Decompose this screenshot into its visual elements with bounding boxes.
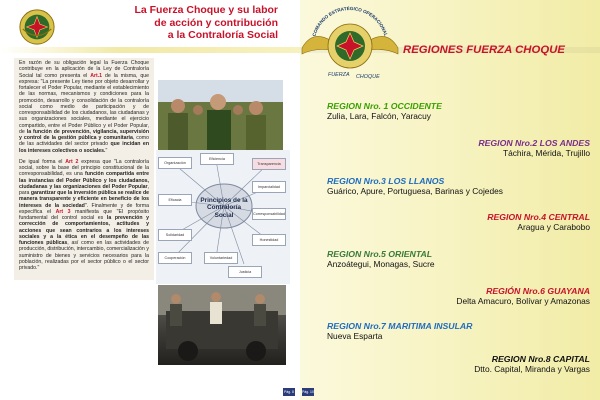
principle-box: Honestidad: [252, 234, 286, 246]
emblem-text-fuerza: FUERZA: [328, 72, 350, 78]
region-item: [456, 286, 590, 307]
body-text: manifiesta que "El propósito fundamental del control social es: [19, 208, 149, 221]
principle-box: Eficacia: [158, 194, 192, 206]
body-text: expresa que "La contraloría social, sobre la base del principio constitucional de la corresponsabilidad, es una: [19, 158, 149, 178]
page-number-left: Pág. 8: [284, 390, 294, 394]
right-page: [300, 0, 600, 400]
title-line: de acción y contribución: [154, 16, 278, 29]
body-text: , así como en las actividades de producción, distribución, intercambio, comercialización y suministro de bienes y servicios necesarios para la población, realizadas por el sector público o el sector privado.": [19, 240, 149, 271]
principle-box: Imparcialidad: [252, 181, 286, 193]
emblem-text-top: COMANDO ESTRATÉGICO OPERACIONAL: [311, 5, 389, 37]
principle-box: Voluntariedad: [204, 252, 238, 264]
emphasis-text: la prevención y corrección de comportamientos, actitudes y acciones que sean contrarios a los intereses sociales y a la ética en el desempeño de las funciones públicas: [19, 215, 149, 246]
region-item: [327, 176, 503, 197]
header-strip: [0, 47, 300, 53]
fuerza-choque-emblem-large: [300, 2, 400, 82]
emphasis-text: que incidan en los intereses colectivos o sociales.: [19, 141, 149, 154]
region-name: REGION Nro.4 CENTRAL: [487, 212, 590, 222]
regions-title: REGIONES FUERZA CHOQUE: [403, 44, 565, 56]
emphasis-text: función compartida entre las instancias del Poder Público y los ciudadanos, ciudadanas y las organizaciones del Poder Popular: [19, 171, 149, 190]
region-item: [327, 101, 442, 122]
body-text: En razón de su obligación legal la Fuerza Choque contribuye en la aplicación de la Ley de Contraloría Social tal como presenta el: [19, 60, 149, 79]
title-line: a la Contraloría Social: [167, 29, 278, 41]
principle-box: Solidaridad: [158, 229, 192, 241]
region-item: [327, 321, 472, 342]
body-text: , para: [19, 183, 149, 196]
photo-vehicle-inspection: [158, 285, 286, 365]
diagram-center-line: Principios de la: [200, 197, 248, 204]
region-states: Aragua y Carabobo: [517, 222, 590, 232]
region-states: Dtto. Capital, Miranda y Vargas: [474, 364, 590, 374]
article-reference: Art 3: [55, 208, 71, 215]
region-name: REGION Nro. 1 OCCIDENTE: [327, 101, 442, 111]
region-item: [474, 354, 590, 375]
body-text: De igual forma el: [19, 158, 66, 165]
principle-box: Justicia: [228, 266, 262, 278]
region-states: Táchira, Mérida, Trujillo: [502, 148, 590, 158]
title-line: La Fuerza Choque y su labor: [134, 4, 278, 16]
body-text: ": [105, 147, 108, 154]
principle-box: Organización: [158, 157, 192, 169]
region-states: Nueva Esparta: [327, 331, 383, 341]
emphasis-text: garantizar que la inversión pública se realice de manera transparente y eficiente en beneficio de los intereses de la sociedad: [19, 190, 149, 209]
principle-box: Cooperación: [158, 252, 192, 264]
region-name: REGION Nro.8 CAPITAL: [491, 354, 590, 364]
region-states: Delta Amacuro, Bolívar y Amazonas: [456, 296, 590, 306]
paragraph-2: [19, 159, 149, 272]
diagram-center-line: Contraloría Social: [206, 204, 242, 219]
article-reference: Art.1: [90, 72, 103, 79]
paragraph-1: [19, 60, 149, 154]
region-name: REGION Nro.7 MARITIMA INSULAR: [327, 321, 473, 331]
region-states: Guárico, Apure, Portuguesa, Barinas y Cojedes: [327, 186, 503, 196]
region-states: Anzoátegui, Monagas, Sucre: [327, 259, 435, 269]
region-item: [487, 212, 590, 233]
region-name: REGION Nro.3 LOS LLANOS: [327, 176, 445, 186]
principle-box: Transparencia: [252, 158, 286, 170]
body-text: de la misma, que expresa: "La presente Ley tiene por objeto desarrollar y fortalecer el Poder Popular, mediante el establecimiento de las normas, mecanismos y condiciones para la promoción, desarrollo y consolidación de la contraloría social como medio de participación y de corresponsabilidad de los ciudadanos, las ciudadanas y sus organizaciones sociales, mediante el ejercicio compartido, entre el Poder Público y el Poder Popular, de: [19, 72, 149, 135]
body-text-column: [14, 58, 154, 280]
fuerza-choque-emblem-small: [18, 8, 56, 46]
photo-soldiers-with-leader: [158, 80, 283, 150]
page-number-right: Pág. 10: [302, 390, 314, 394]
principle-box: Corresponsabilidad: [252, 208, 286, 220]
region-states: Zulia, Lara, Falcón, Yaracuy: [327, 111, 431, 121]
region-item: [327, 249, 435, 270]
emblem-text-choque: CHOQUE: [356, 74, 380, 80]
body-text: , como de las actividades del sector privado: [19, 135, 149, 148]
principle-box: Eficiencia: [200, 153, 234, 165]
region-name: REGION Nro.2 LOS ANDES: [478, 138, 590, 148]
region-name: REGIÓN Nro.6 GUAYANA: [486, 286, 590, 296]
article-reference: Art 2: [65, 158, 79, 165]
body-text: ". Finalmente y de forma específica el: [19, 202, 149, 215]
principles-diagram: [156, 150, 290, 284]
page-title: [128, 4, 278, 42]
emphasis-text: la función de prevención, vigilancia, supervisión y control de la gestión pública y comunitaria: [19, 128, 149, 141]
region-name: REGION Nro.5 ORIENTAL: [327, 249, 433, 259]
diagram-center: [198, 185, 250, 225]
region-item: [478, 138, 590, 159]
